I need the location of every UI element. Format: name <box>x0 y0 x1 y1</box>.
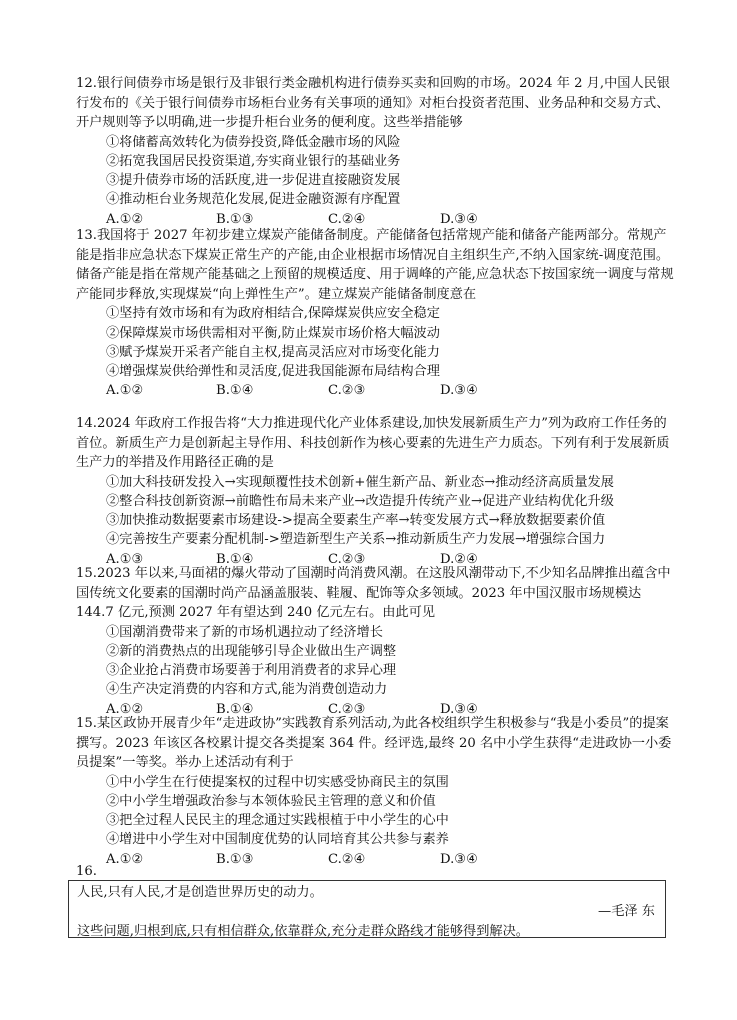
statement-3: ③企业抢占消费市场要善于利用消费者的求异心理 <box>106 663 397 679</box>
option-d: D.③④ <box>440 851 478 867</box>
statement-2: ②保障煤炭市场供需相对平衡,防止煤炭市场价格大幅波动 <box>106 325 440 341</box>
quote-text: 人民,只有人民,才是创造世界历史的动力。 <box>77 885 323 900</box>
statement-1: ①加大科技研发投入→实现颠覆性技术创新+催生新产品、新业态→推动经济高质量发展 <box>106 474 614 490</box>
option-c: C.②③ <box>328 383 366 399</box>
statement-2: ②新的消费热点的出现能够引导企业做出生产调整 <box>106 643 397 659</box>
option-b: B.①④ <box>216 701 254 717</box>
statement-1: ①坚持有效市场和有为政府相结合,保障煤炭供应安全稳定 <box>106 306 440 322</box>
statement-3: ③提升债券市场的活跃度,进一步促进直接融资发展 <box>106 173 401 189</box>
statement-4: ④完善按生产要素分配机制->塑造新型生产关系→推动新质生产力发展→增强综合国力 <box>106 532 606 548</box>
answer-options <box>76 381 676 400</box>
option-b: B.①③ <box>216 851 254 867</box>
option-d: D.②④ <box>440 551 478 567</box>
statement-4: ④增进中小学生对中国制度优势的认同培育其公共参与素养 <box>106 832 449 848</box>
option-c: C.②④ <box>328 851 366 867</box>
option-a: A.①③ <box>106 551 144 567</box>
question-stem: 14.2024 年政府工作报告将“大力推进现代化产业体系建设,加快发展新质生产力”列为政府工作任务的首位。新质生产力是创新起主导作用、科技创新作为核心要素的先进生产力质态。下列有利于发展新质生产力的举措及作用路径正确的是 <box>76 416 670 471</box>
option-b: B.①④ <box>216 383 254 399</box>
statement-2: ②整合科技创新资源→前瞻性布局未来产业→改造提升传统产业→促进产业结构优化升级 <box>106 493 614 509</box>
question-stem: 12.银行间债券市场是银行及非银行类金融机构进行债券买卖和回购的市场。2024 年 2 月,中国人民银行发布的《关于银行间债券市场柜台业务有关事项的通知》对柜台投资者范围、业务品种和交易方式、开户规则等予以明确,进一步提升柜台业务的便利度。这些举措能够 <box>76 76 671 131</box>
statement-2: ②中小学生增强政治参与本领体验民主管理的意义和价值 <box>106 793 436 809</box>
option-a: A.①② <box>106 851 144 867</box>
option-d: D.③④ <box>440 211 478 227</box>
option-a: A.①② <box>106 211 144 227</box>
statement-4: ④推动柜台业务规范化发展,促进金融资源有序配置 <box>106 192 401 208</box>
statement-1: ①国潮消费带来了新的市场机遇拉动了经济增长 <box>106 624 383 640</box>
option-d: D.③④ <box>440 383 478 399</box>
option-a: A.①② <box>106 701 144 717</box>
question-stem: 15.2023 年以来,马面裙的爆火带动了国潮时尚消费风潮。在这股风潮带动下,不少知名品牌推出蕴含中国传统文化要素的国潮时尚产品涵盖服装、鞋履、配饰等众多领域。2023 年中国汉服市场规模达 144.7 亿元,预测 2027 年有望达到 240 亿元左右。由此可见 <box>76 566 671 621</box>
quote-author: —毛泽 东 <box>598 904 655 920</box>
question-13 <box>76 226 676 400</box>
question-14 <box>76 414 676 569</box>
question-15-cppcc <box>76 714 676 869</box>
statement-4: ④增强煤炭供给弹性和灵活度,促进我国能源布局结构合理 <box>106 363 440 379</box>
question-15-consumption <box>76 564 676 719</box>
option-c: C.②③ <box>328 551 366 567</box>
statement-3: ③加快推动数据要素市场建设->提高全要素生产率→转变发展方式→释放数据要素价值 <box>106 513 606 529</box>
statement-2: ②拓宽我国居民投资渠道,夯实商业银行的基础业务 <box>106 153 401 169</box>
question-stem: 13.我国将于 2027 年初步建立煤炭产能储备制度。产能储备包括常规产能和储备产能两部分。常规产能是指非应急状态下煤炭正常生产的产能,由企业根据市场情况自主组织生产,不纳入国家统-调度范围。储备产能是指在常规产能基础之上预留的规模适度、用于调峰的产能,应急状态下按国家统一调度与常规产能同步释放,实现煤炭“向上弹性生产”。建立煤炭产能储备制度意在 <box>76 228 674 302</box>
option-c: C.②③ <box>328 701 366 717</box>
question-16-number: 16. <box>76 864 97 879</box>
answer-options <box>76 850 676 869</box>
option-b: B.①③ <box>216 211 254 227</box>
option-c: C.②④ <box>328 211 366 227</box>
statement-4: ④生产决定消费的内容和方式,能为消费创造动力 <box>106 682 388 698</box>
follow-text: 这些问题,归根到底,只有相信群众,依靠群众,充分走群众路线才能够得到解决。 <box>77 923 529 939</box>
question-12 <box>76 74 676 229</box>
statement-1: ①将储蓄高效转化为债券投资,降低金融市场的风险 <box>106 134 401 150</box>
statement-1: ①中小学生在行使提案权的过程中切实感受协商民主的氛围 <box>106 774 449 790</box>
option-b: B.①④ <box>216 551 254 567</box>
quote-box <box>68 880 666 938</box>
question-stem: 15.某区政协开展青少年“走进政协”实践教育系列活动,为此各校组织学生积极参与“我是小委员”的提案撰写。2023 年该区各校累计提交各类提案 364 件。经评选,最终 20 名中小学生获得“走进政协一小委员提案”一等奖。举办上述活动有利于 <box>76 716 672 771</box>
option-a: A.①② <box>106 383 144 399</box>
option-d: D.③④ <box>440 701 478 717</box>
statement-3: ③赋予煤炭开采者产能自主权,提高灵活应对市场变化能力 <box>106 344 440 360</box>
statement-3: ③把全过程人民民主的理念通过实践根植于中小学生的心中 <box>106 813 449 829</box>
